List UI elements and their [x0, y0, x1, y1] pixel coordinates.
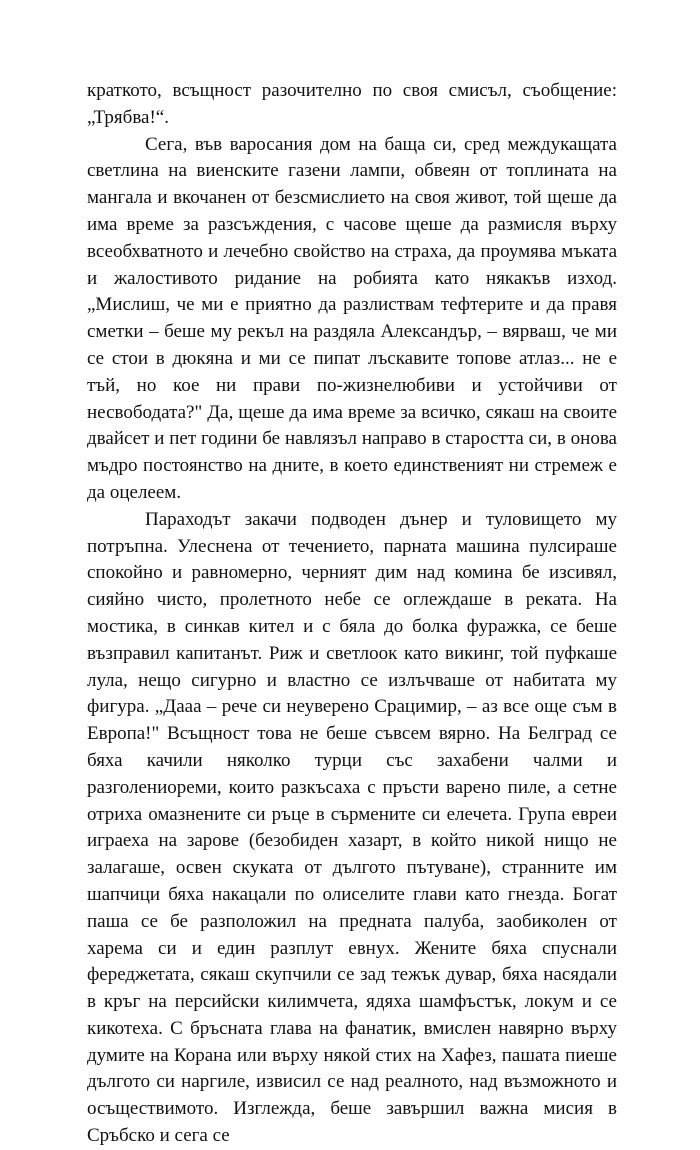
- body-text: [87, 78, 617, 1150]
- paragraph-parahodat: Параходът закачи подводен дънер и туловището му потръпна. Улеснена от течението, парната машина пулсираше спокойно и равномерно, черният дим над комина бе изсивял, сияйно чисто, пролетното небе се оглеждаше в реката. На мостика, в синкав кител и с бяла до болка фуражка, се беше възправил капитанът. Риж и светлоок като викинг, той пуфкаше лула, нещо сигурно и властно се излъчваше от набитата му фигура. „Дааа – рече си неуверено Срацимир, – аз все още съм в Европа!" Всъщност това не беше съвсем вярно. На Белград се бяха качили няколко турци със захабени чалми и разголениореми, които разкъсаха с пръсти варено пиле, а сетне отриха омазнените си ръце в сърмените си елечета. Група евреи играеха на зарове (безобиден хазарт, в който никой нищо не залагаше, освен скуката от дългото пътуване), странните им шапчици бяха накацали по олиселите глави като гнезда. Богат паша се бе разположил на предната палуба, заобиколен от харема си и един разплут евнух. Жените бяха спуснали фереджетата, сякаш скупчили се зад тежък дувар, бяха насядали в кръг на персийски килимчета, ядяха шамфъстък, локум и се кикотеха. С бръсната глава на фанатик, вмислен навярно върху думите на Корана или върху някой стих на Хафез, пашата пиеше дългото си наргиле, извисил се над реалното, над възможното и осъществимото. Изглежда, беше завършил важна мисия в Сръбско и сега се: [87, 508, 617, 1147]
- paragraph-sega: Сега, във варосания дом на баща си, сред междукащата светлина на виенските газени лампи, обвеян от топлината на мангала и вкочанен от безсмислието на своя живот, той щеше да има време за разсъждения, с часове щеше да размисля върху всеобхватното и лечебно свойство на страха, да проумява мъката и жалостивото ридание на робията като някакъв изход. „Мислиш, че ми е приятно да разлиствам тефтерите и да правя сметки – беше му рекъл на раздяла Александър, – вярваш, че ми се стои в дюкяна и ми се пипат лъскавите топове атлаз... не е тъй, но кое ни прави по-жизнелюбиви и устойчиви от несвободата?" Да, щеше да има време за всичко, сякаш на своите двайсет и пет години бе навлязъл направо в старостта си, в онова мъдро постоянство на дните, в което единственият ни стремеж е да оцелеем.: [87, 133, 617, 503]
- paragraph-continuation: краткото, всъщност разочително по своя смисъл, съобщение: „Трябва!“.: [87, 80, 617, 128]
